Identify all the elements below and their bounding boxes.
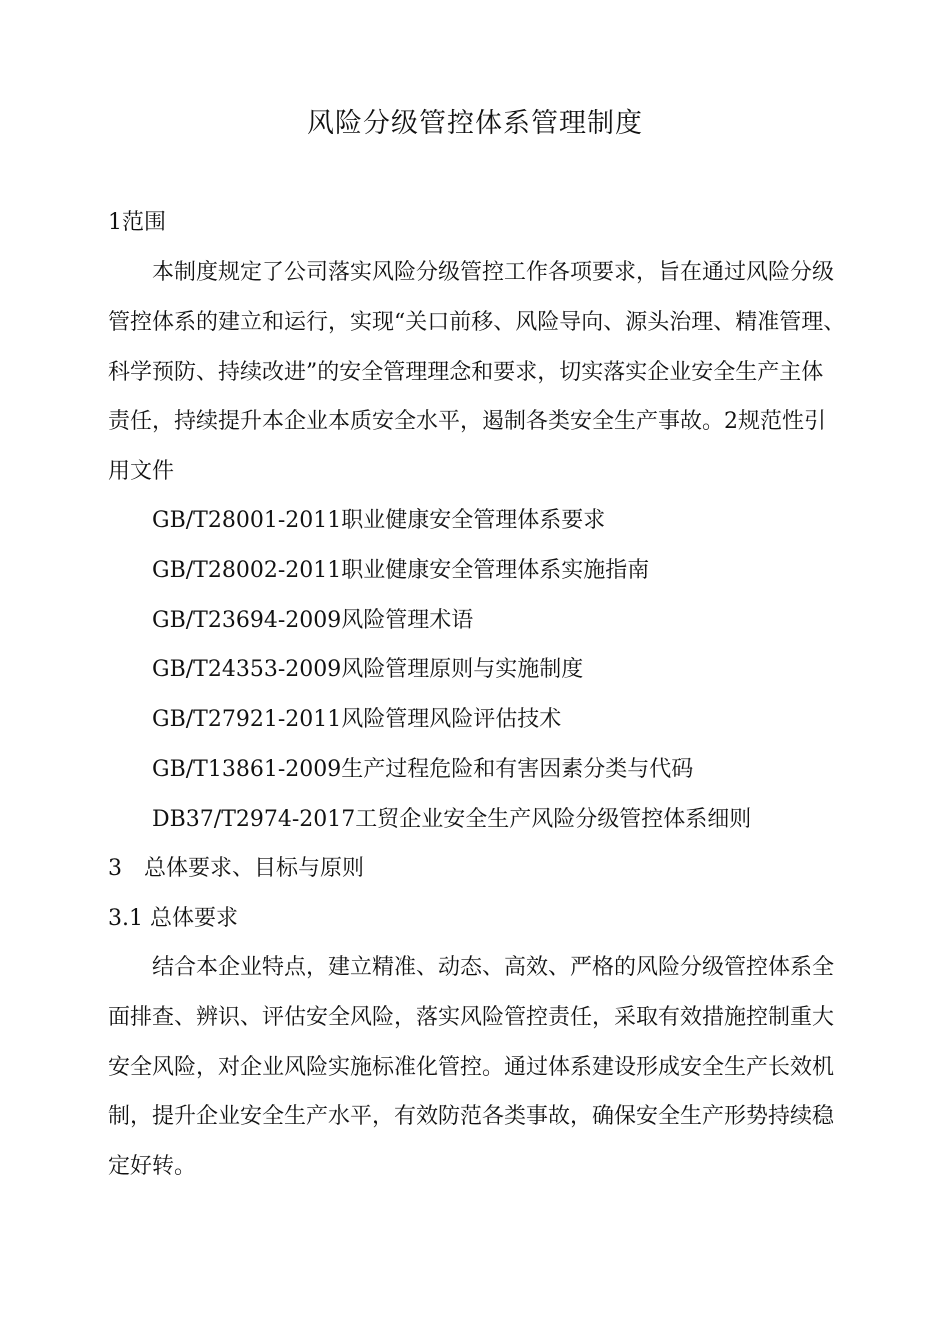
section-3-1-paragraph-line: 制，提升企业安全生产水平，有效防范各类事故，确保安全生产形势持续稳	[108, 1104, 835, 1129]
standard-reference: GB/T27921-2011风险管理风险评估技术	[152, 707, 562, 732]
section-3-1-paragraph-line: 安全风险，对企业风险实施标准化管控。通过体系建设形成安全生产长效机	[108, 1055, 835, 1080]
standard-reference: GB/T24353-2009风险管理原则与实施制度	[152, 657, 584, 682]
section-3-1-heading: 3.1 总体要求	[108, 906, 238, 931]
section-1-paragraph-line: 科学预防、持续改进”的安全管理理念和要求，切实落实企业安全生产主体	[108, 360, 824, 385]
standard-reference: DB37/T2974-2017工贸企业安全生产风险分级管控体系细则	[152, 807, 752, 832]
section-3-heading: 3 总体要求、目标与原则	[108, 856, 364, 881]
standard-reference: GB/T13861-2009生产过程危险和有害因素分类与代码	[152, 757, 694, 782]
section-3-1-paragraph-line: 结合本企业特点，建立精准、动态、高效、严格的风险分级管控体系全	[152, 955, 835, 980]
section-1-paragraph-line: 责任，持续提升本企业本质安全水平，遏制各类安全生产事故。2规范性引	[108, 409, 826, 434]
section-1-paragraph-line: 本制度规定了公司落实风险分级管控工作各项要求，旨在通过风险分级	[152, 260, 835, 285]
standard-reference: GB/T28001-2011职业健康安全管理体系要求	[152, 508, 606, 533]
section-1-paragraph-line: 管控体系的建立和运行，实现“关口前移、风险导向、源头治理、精准管理、	[108, 310, 846, 335]
section-3-1-paragraph-line: 面排查、辨识、评估安全风险，落实风险管控责任，采取有效措施控制重大	[108, 1005, 835, 1030]
standard-reference: GB/T23694-2009风险管理术语	[152, 608, 474, 633]
document-title: 风险分级管控体系管理制度	[307, 108, 643, 139]
section-3-1-paragraph-line: 定好转。	[108, 1154, 197, 1179]
section-1-paragraph-line: 用文件	[108, 459, 175, 484]
standard-reference: GB/T28002-2011职业健康安全管理体系实施指南	[152, 558, 650, 583]
section-1-heading: 1范围	[108, 210, 166, 235]
